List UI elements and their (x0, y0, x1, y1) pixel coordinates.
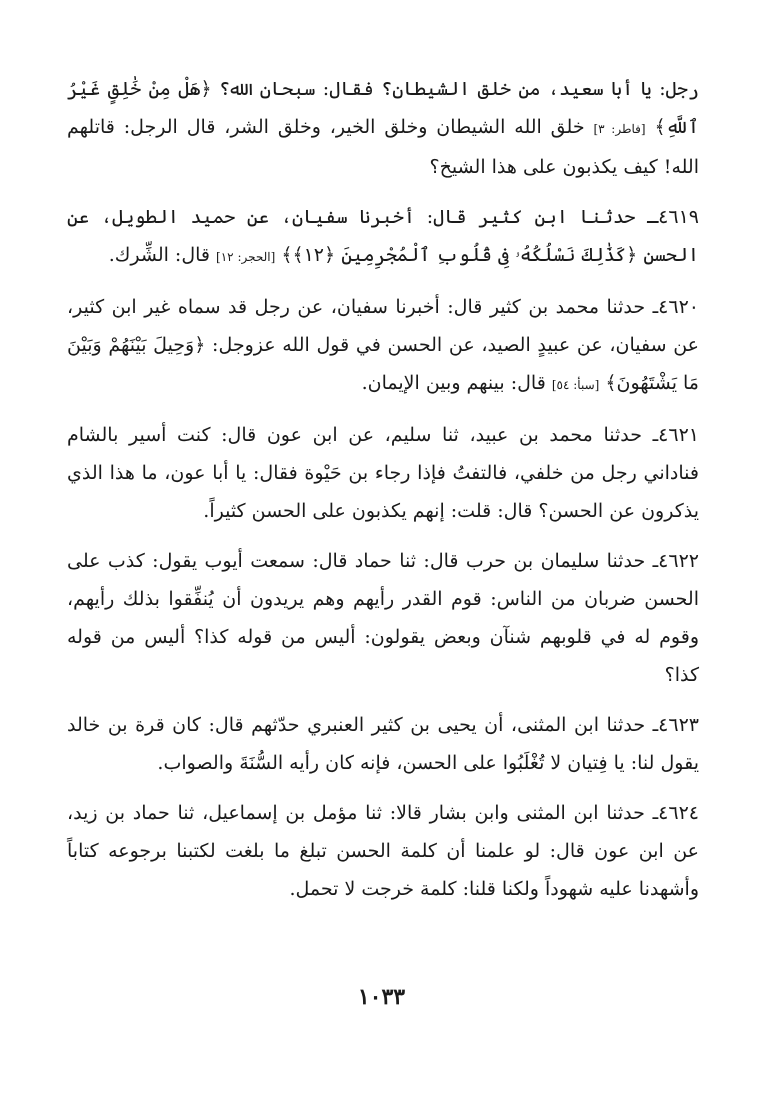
quran-reference: [الحجر: ١٢] (216, 250, 276, 264)
paragraph-text: رجل: يا أبا سعيد، من خلق الشيطان؟ فقال: سبحان الله؟ ﴿هَلْ مِنْ خَٰلِقٍ غَيْرُ ٱللَّهِ﴾ (67, 78, 700, 138)
paragraph-text: ٤٦٢١ـ حدثنا محمد بن عبيد، ثنا سليم، عن ابن عون قال: كنت أسير بالشام فناداني رجل من خلفي، فالتفتُ فإذا رجاء بن حَيْوة فقال: يا أبا عون، ما هذا الذي يذكرون عن الحسن؟ قال: قلت: إنهم يكذبون على الحسن كثيراً. (67, 424, 699, 522)
paragraph-4621 (67, 416, 699, 530)
paragraph-continuation (67, 70, 699, 186)
page-body (67, 70, 699, 912)
paragraph-4624 (67, 794, 699, 908)
page-number: ١٠٣٣ (357, 984, 406, 1010)
paragraph-text: ٤٦٢٢ـ حدثنا سليمان بن حرب قال: ثنا حماد قال: سمعت أيوب يقول: كذب على الحسن ضربان من الناس: قوم القدر رأيهم وهم يريدون أن يُنفِّقوا بذلك رأيهم، وقوم له في قلوبهم شنآن وبعض يقولون: أليس من قوله كذا؟ أليس من قوله كذا؟ (67, 550, 699, 686)
paragraph-text: قال: بينهم وبين الإيمان. (361, 372, 552, 394)
paragraph-text: ٤٦١٩ـ حدثنا ابن كثير قال: أخبرنا سفيان، عن حميد الطويل، عن الحسن ﴿كَذَٰلِكَ نَسْلُكُهُۥ فِى قُلُوبِ ٱلْمُجْرِمِينَ ﴿١٢﴾﴾ (67, 206, 699, 266)
paragraph-4620 (67, 288, 699, 404)
paragraph-text: ٤٦٢٤ـ حدثنا ابن المثنى وابن بشار قالا: ثنا مؤمل بن إسماعيل، ثنا حماد بن زيد، عن ابن عون قال: لو علمنا أن كلمة الحسن تبلغ ما بلغت لكتبنا برجوعه كتاباً وأشهدنا عليه شهوداً ولكنا قلنا: كلمة خرجت لا تحمل. (67, 802, 699, 900)
paragraph-text: ٤٦٢٠ـ حدثنا محمد بن كثير قال: أخبرنا سفيان، عن رجل قد سماه غير ابن كثير، عن سفيان، عن عبيدٍ الصيد، عن الحسن في قول الله عزوجل: ﴿وَحِيلَ بَيْنَهُمْ وَبَيْنَ مَا يَشْتَهُونَ﴾ (67, 296, 699, 394)
paragraph-text: ٤٦٢٣ـ حدثنا ابن المثنى، أن يحيى بن كثير العنبري حدّثهم قال: كان قرة بن خالد يقول لنا: يا فِتيان لا تُغْلَبُوا على الحسن، فإنه كان رأيه السُّنَةَ والصواب. (67, 714, 699, 774)
quran-reference: [سبأ: ٥٤] (551, 378, 600, 392)
paragraph-text: خلق الله الشيطان وخلق الخير، وخلق الشر، قال الرجل: قاتلهم الله! كيف يكذبون على هذا الشيخ؟ (67, 116, 699, 178)
paragraph-text: قال: الشِّرك. (108, 244, 217, 266)
paragraph-4622 (67, 542, 699, 694)
paragraph-4619 (67, 198, 699, 276)
quran-reference: [فاطر: ٣] (593, 122, 646, 136)
paragraph-4623 (67, 706, 699, 782)
